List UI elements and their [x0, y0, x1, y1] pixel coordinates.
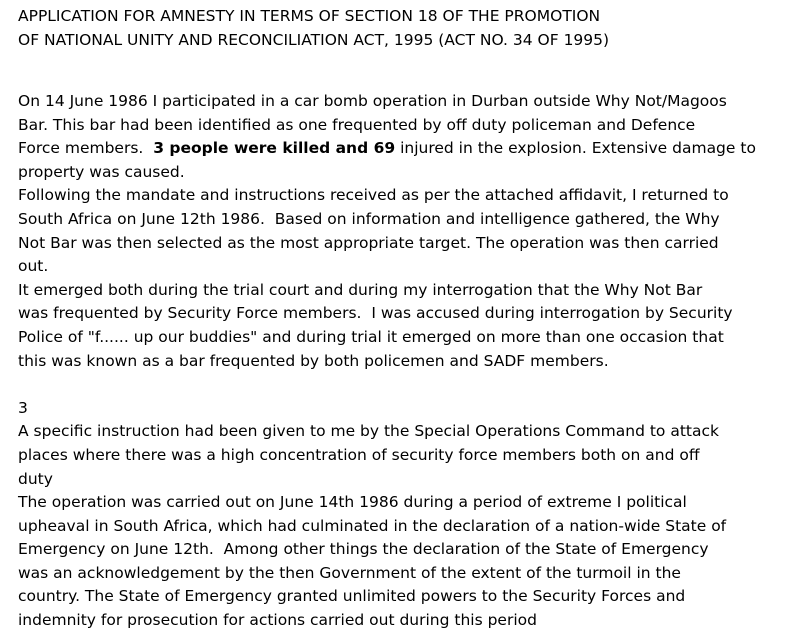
text-line: Following the mandate and instructions received as per the attached affidavit, I returned to: [18, 186, 729, 205]
text-line: this was known as a bar frequented by both policemen and SADF members.: [18, 351, 609, 370]
text-line: On 14 June 1986 I participated in a car bomb operation in Durban outside Why Not/Magoos: [18, 92, 727, 110]
document-title: [18, 5, 798, 52]
text-run: injured in the explosion. Extensive damage to: [395, 139, 756, 158]
text-line: out.: [18, 257, 49, 276]
paragraph-state-of-emergency: [18, 491, 798, 633]
text-line: property was caused.: [18, 162, 185, 181]
text-line: It emerged both during the trial court and during my interrogation that the Why Not Bar: [18, 280, 703, 299]
text-line: Emergency on June 12th. Among other things the declaration of the State of Emergency: [18, 540, 709, 559]
section-number-text: 3: [18, 398, 28, 417]
section-number: [18, 397, 798, 421]
text-line: Bar. This bar had been identified as one frequented by off duty policeman and Defence: [18, 115, 696, 134]
text-line: The operation was carried out on June 14th 1986 during a period of extreme I political: [18, 493, 687, 512]
paragraph-spacer: [18, 373, 798, 397]
text-line: indemnity for prosecution for actions carried out during this period: [18, 611, 537, 630]
text-line: Not Bar was then selected as the most appropriate target. The operation was then carried: [18, 233, 719, 252]
paragraph-mandate: [18, 184, 798, 278]
paragraph-car-bomb-operation: [18, 90, 798, 184]
text-line: duty: [18, 469, 53, 488]
paragraph-instruction: [18, 420, 798, 491]
document-page: [18, 5, 798, 633]
text-line: A specific instruction had been given to me by the Special Operations Command to attack: [18, 422, 719, 441]
casualty-figures-bold: 3 people were killed and 69: [153, 139, 396, 158]
title-line-2: OF NATIONAL UNITY AND RECONCILIATION ACT, 1995 (ACT NO. 34 OF 1995): [18, 30, 610, 49]
text-line: country. The State of Emergency granted unlimited powers to the Security Forces and: [18, 587, 686, 606]
text-line: was frequented by Security Force members. I was accused during interrogation by Security: [18, 304, 733, 323]
title-line-1: APPLICATION FOR AMNESTY IN TERMS OF SECTION 18 OF THE PROMOTION: [18, 7, 601, 25]
text-line: [18, 137, 798, 161]
text-line: places where there was a high concentration of security force members both on and off: [18, 445, 700, 464]
paragraph-interrogation: [18, 279, 798, 373]
text-line: was an acknowledgement by the then Government of the extent of the turmoil in the: [18, 563, 681, 582]
text-line: upheaval in South Africa, which had culminated in the declaration of a nation-wide State of: [18, 516, 727, 535]
text-run: Force members.: [18, 139, 154, 158]
text-line: South Africa on June 12th 1986. Based on information and intelligence gathered, the Why: [18, 209, 720, 228]
text-line: Police of "f...... up our buddies" and during trial it emerged on more than one occasion that: [18, 327, 724, 346]
